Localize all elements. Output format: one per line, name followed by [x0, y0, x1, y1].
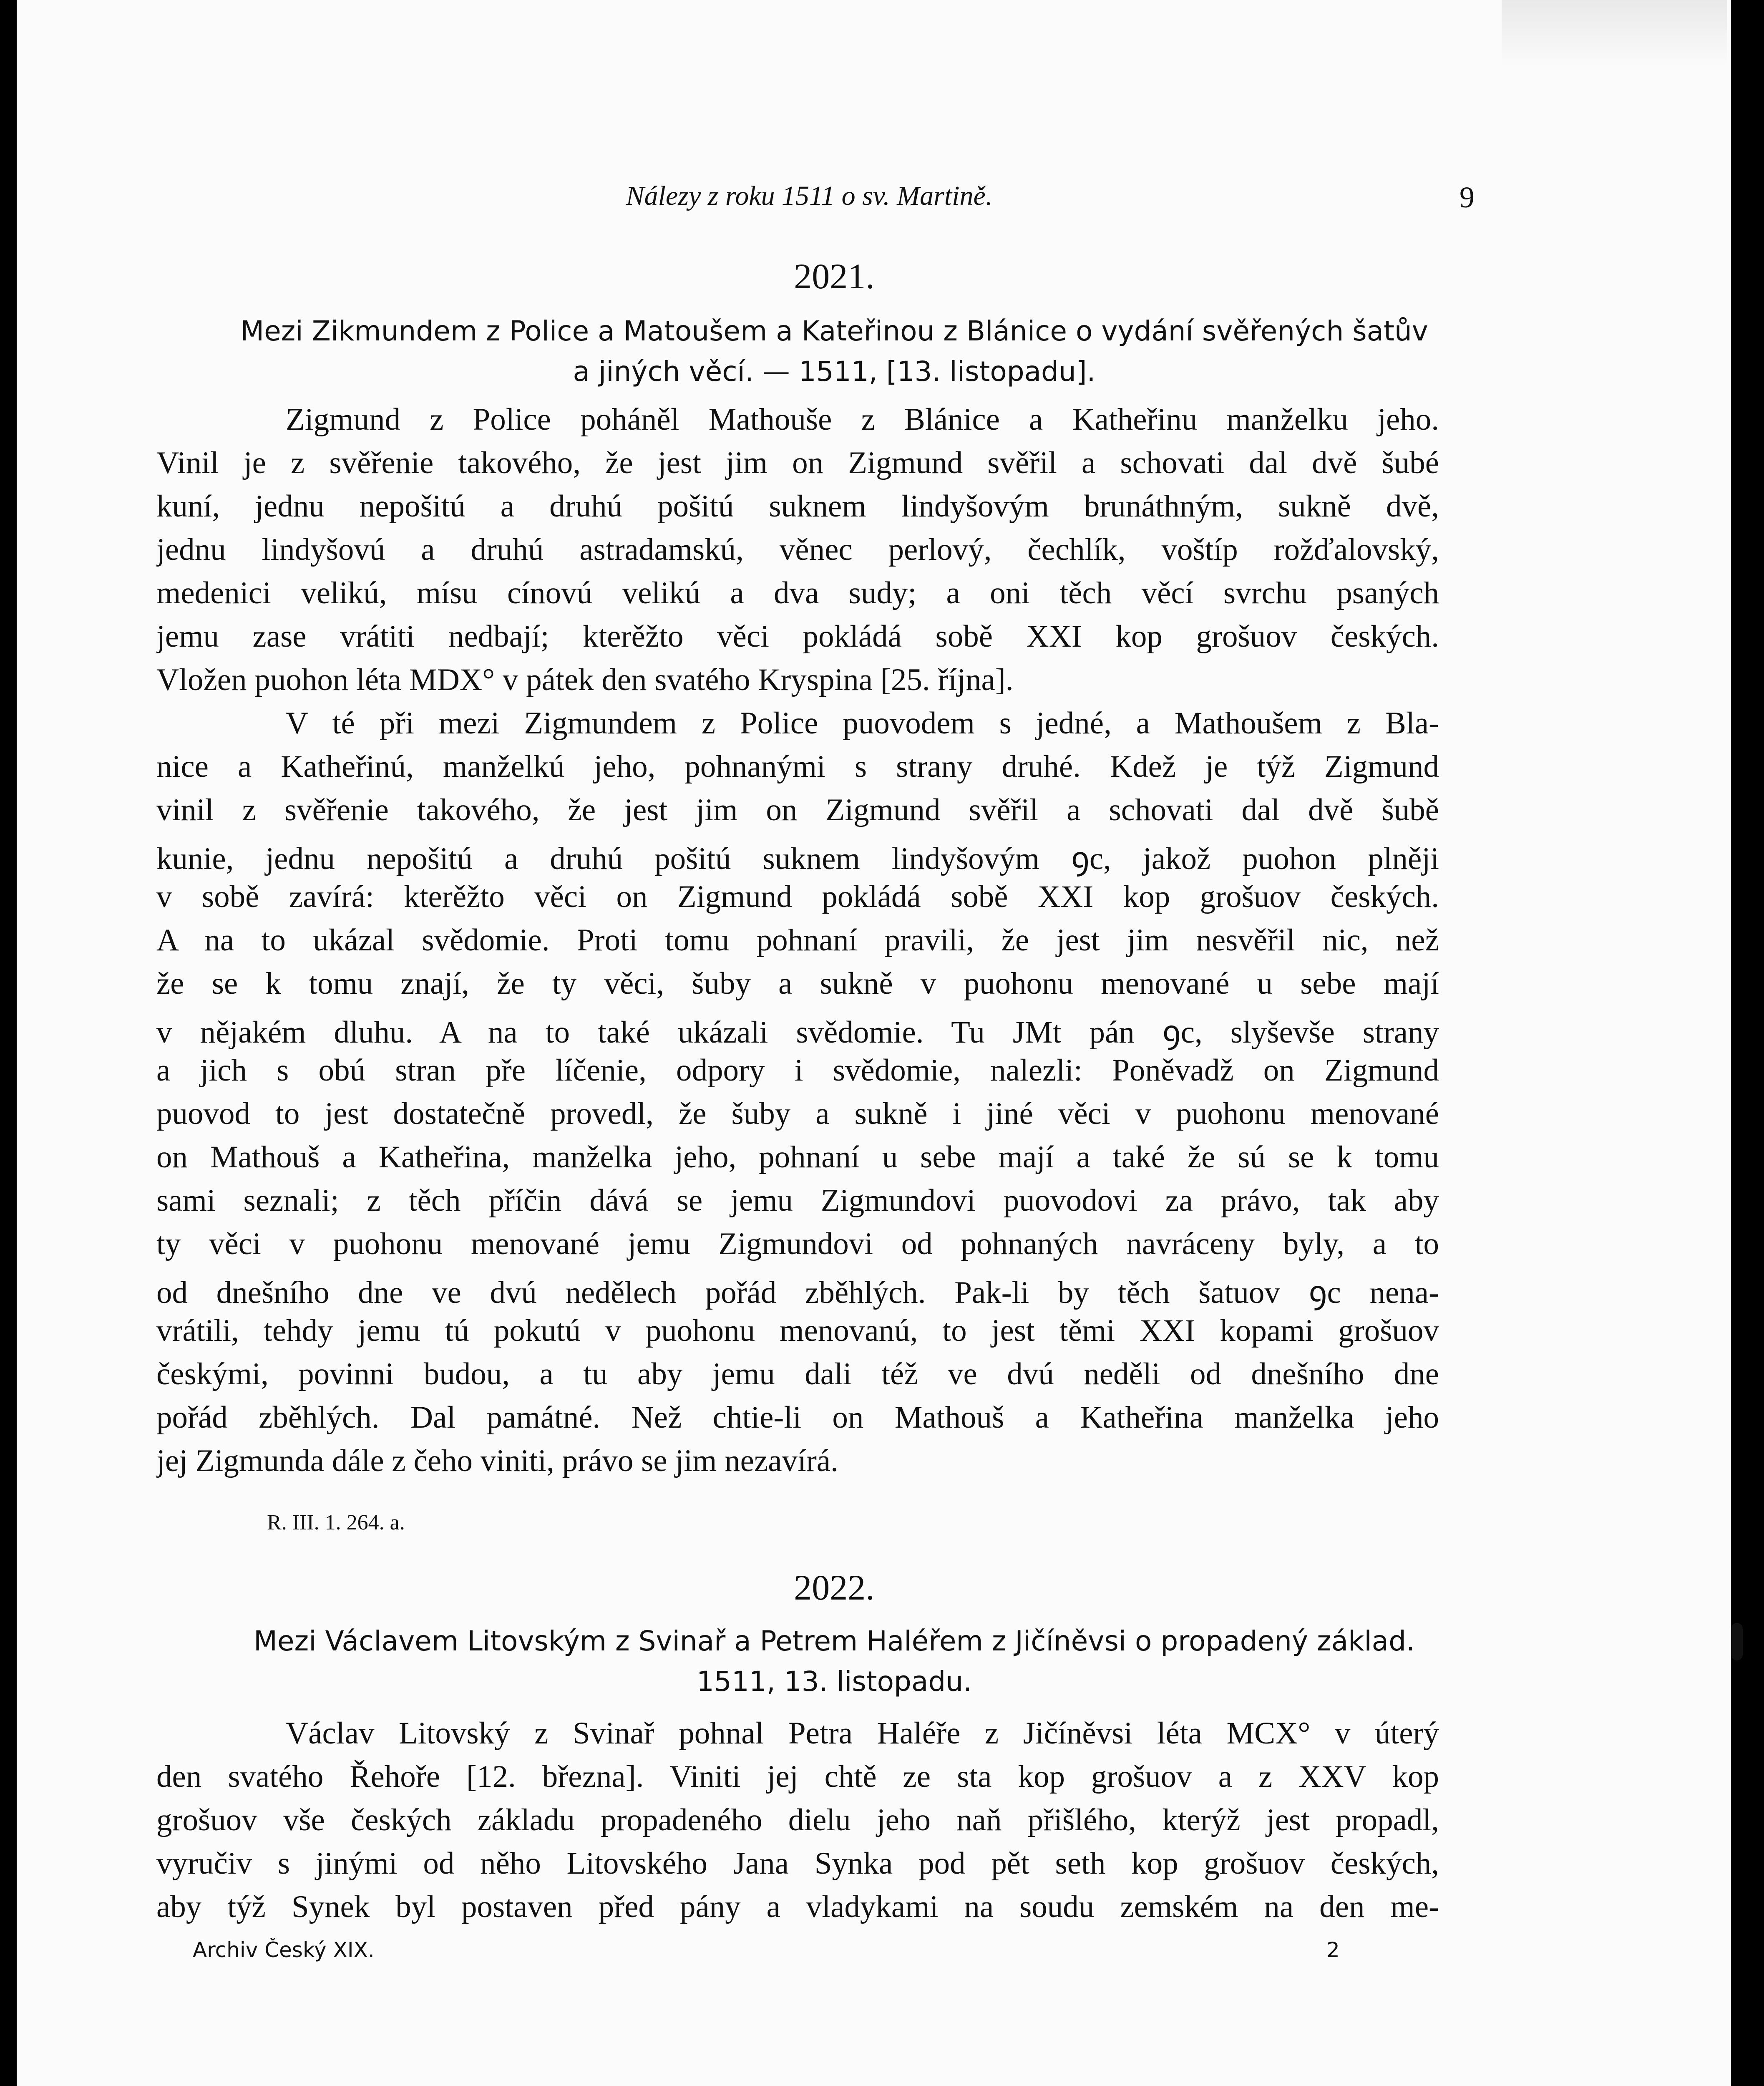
body-line: že se k tomu znají, že ty věci, šuby a sukně v puohonu menované u sebe mají — [156, 966, 1439, 1001]
body-line: kunie, jednu nepošitú a druhú pošitú suknem lindyšovým ꝯc, jakož puohon plněji — [156, 841, 1439, 876]
body-line: českými, povinni budou, a tu aby jemu dali též ve dvú neděli od dnešního dne — [156, 1357, 1439, 1391]
body-line: vyručiv s jinými od něho Litovského Jana Synka pod pět seth kop grošuov českých, — [156, 1846, 1439, 1881]
body-line: aby týž Synek byl postaven před pány a vladykami na soudu zemském na den me- — [156, 1889, 1439, 1924]
body-line: A na to ukázal svědomie. Proti tomu pohnaní pravili, že jest jim nesvěřil nic, než — [156, 923, 1439, 957]
body-line: pořád zběhlých. Dal památné. Než chtie-li on Mathouš a Katheřina manželka jeho — [156, 1400, 1439, 1435]
body-line: grošuov vše českých základu propadeného dielu jeho naň přišlého, kterýž jest propadl, — [156, 1803, 1439, 1837]
body-line: v sobě zavírá: kterěžto věci on Zigmund pokládá sobě XXI kop grošuov českých. — [156, 879, 1439, 914]
page-number: 9 — [1460, 181, 1475, 214]
body-line: on Mathouš a Katheřina, manželka jeho, pohnaní u sebe mají a také že sú se k tomu — [156, 1140, 1439, 1174]
signature-mark: 2 — [1326, 1938, 1340, 1962]
body-line: Václav Litovský z Svinař pohnal Petra Haléře z Jičíněvsi léta MCX° v úterý — [286, 1716, 1439, 1751]
body-line: a jich s obú stran pře líčenie, odpory i svědomie, nalezli: Poněvadž on Zigmund — [156, 1053, 1439, 1088]
body-line: den svatého Řehoře [12. března]. Viniti jej chtě ze sta kop grošuov a z XXV kop — [156, 1759, 1439, 1794]
body-line: Vinil je z svěřenie takového, že jest jim on Zigmund svěřil a schovati dal dvě šubé — [156, 446, 1439, 480]
body-line: medenici velikú, mísu cínovú velikú a dva sudy; a oni těch věcí svrchu psaných — [156, 576, 1439, 610]
body-line: vrátili, tehdy jemu tú pokutú v puohonu menovanú, to jest těmi XXI kopami grošuov — [156, 1313, 1439, 1348]
body-line: sami seznali; z těch příčin dává se jemu Zigmundovi puovodovi za právo, tak aby — [156, 1183, 1439, 1218]
body-line: V té při mezi Zigmundem z Police puovodem s jedné, a Mathoušem z Bla- — [286, 706, 1439, 741]
entry-number: 2022. — [794, 1567, 875, 1607]
body-line: puovod to jest dostatečně provedl, že šuby a sukně i jiné věci v puohonu menované — [156, 1096, 1439, 1131]
body-line: kuní, jednu nepošitú a druhú pošitú suknem lindyšovým brunáthným, sukně dvě, — [156, 489, 1439, 524]
body-line: ty věci v puohonu menované jemu Zigmundovi od pohnaných navráceny byly, a to — [156, 1227, 1439, 1261]
entry-heading-line: Mezi Václavem Litovským z Svinař a Petrem Haléřem z Jičíněvsi o propadený základ. — [253, 1625, 1415, 1657]
entry-number: 2021. — [794, 256, 875, 296]
body-line: jemu zase vrátiti nedbají; kterěžto věci pokládá sobě XXI kop grošuov českých. — [156, 619, 1439, 654]
body-line: od dnešního dne ve dvú nedělech pořád zběhlých. Pak-li by těch šatuov ꝯc nena- — [156, 1275, 1439, 1310]
body-line: Zigmund z Police poháněl Mathouše z Blánice a Katheřinu manželku jeho. — [286, 402, 1439, 437]
scan-shadow — [1502, 0, 1727, 67]
entry-heading-line: Mezi Zikmundem z Police a Matoušem a Kateřinou z Blánice o vydání svěřených šatův — [240, 315, 1428, 347]
entry-heading-line: a jiných věcí. — 1511, [13. listopadu]. — [573, 355, 1096, 388]
entry-heading-line: 1511, 13. listopadu. — [696, 1665, 972, 1698]
body-line: jednu lindyšovú a druhú astradamskú, věnec perlový, čechlík, voštíp rožďalovský, — [156, 532, 1439, 567]
body-line: v nějakém dluhu. A na to také ukázali svědomie. Tu JMt pán ꝯc, slyševše strany — [156, 1015, 1439, 1050]
archive-signature: R. III. 1. 264. a. — [267, 1511, 405, 1534]
body-line: vinil z svěřenie takového, že jest jim on Zigmund svěřil a schovati dal dvě šubě — [156, 793, 1439, 827]
running-title: Nálezy z roku 1511 o sv. Martině. — [626, 181, 993, 211]
body-line: nice a Katheřinú, manželkú jeho, pohnanými s strany druhé. Kdež je týž Zigmund — [156, 749, 1439, 784]
page-edge-mark — [1731, 1623, 1743, 1660]
body-line: Vložen puohon léta MDX° v pátek den svatého Kryspina [25. října]. — [156, 663, 1014, 697]
body-line: jej Zigmunda dále z čeho viniti, právo se jim nezavírá. — [156, 1444, 838, 1478]
footer-volume: Archiv Český XIX. — [193, 1938, 375, 1962]
